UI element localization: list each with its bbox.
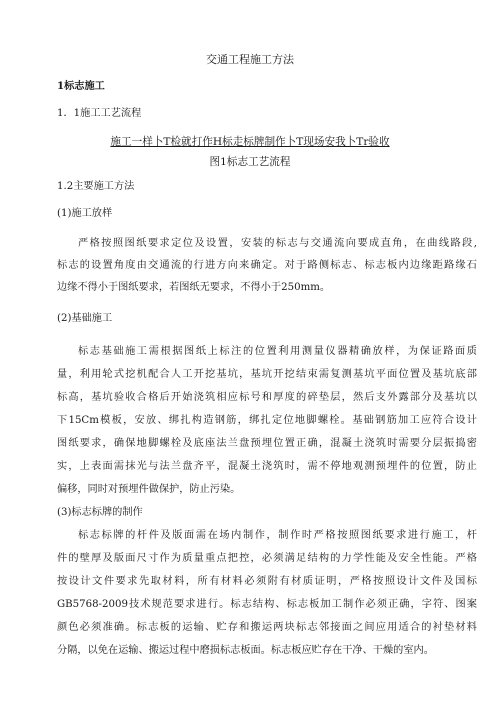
paragraph-line: 颜色必须准确。标志板的运输、贮存和搬运两块标志邻接面之间应用适合的衬垫材料 [57, 622, 477, 633]
paragraph-line: 下15Cm模板，安放、绑扎构造钢筋，绑扎定位地脚螺栓。基础钢筋加工应符合设计 [57, 415, 477, 426]
paragraph-line: 严格按照图纸要求定位及设置，安装的标志与交通流向要成直角，在曲线路段, [78, 238, 477, 249]
paragraph-line: 标志的设置角度由交通流的行进方向来确定。对于路侧标志、标志板内边缘距路缘石 [57, 260, 477, 271]
paragraph-line: GB5768-2009技术规范要求进行。标志结构、标志板加工制作必须正确，字符、图案 [57, 599, 477, 610]
paragraph-line: 边缘不得小于图纸要求，若图纸无要求，不得小于250mm。 [57, 282, 331, 293]
process-flow-text: 施工一样卜T检就打作H标走标牌制作卜T现场安我卜Tr验收 [110, 136, 390, 148]
subsection-heading-1-1: 1．1施工工艺流程 [57, 108, 142, 119]
figure-caption: 图1标志工艺流程 [209, 156, 291, 168]
paragraph-line: 图纸要求，确保地脚螺栓及底座法兰盘预埋位置正确，混凝土浇筑时需要分层振捣密 [57, 438, 477, 449]
paragraph-line: 偏移，同时对预埋件做保护，防止污染。 [57, 484, 241, 495]
paragraph-line: 分隔，以免在运输、搬运过程中磨损标志板面。标志板应贮存在干净、干燥的室内。 [57, 645, 434, 656]
page-title: 交通工程施工方法 [206, 53, 294, 66]
item-heading-1: (1)施工放样 [57, 208, 113, 219]
paragraph-line: 标高，基坑验收合格后开始浇筑相应标号和厚度的碎垫层，然后支外露部分及基坑以 [57, 392, 477, 403]
section-heading-1: 1标志施工 [57, 80, 105, 92]
paragraph-line: 按设计文件要求先取材料，所有材料必须附有材质证明，严格按照设计文件及国标 [57, 576, 477, 587]
paragraph-line: 标志标牌的杆件及版面需在场内制作，制作时严格按照图纸要求进行施工，杆 [78, 530, 477, 541]
item-heading-3: (3)标志标牌的制作 [57, 507, 143, 518]
paragraph-line: 标志基础施工需根据图纸上标注的位置利用测量仪器精确放样，为保证路面质 [78, 346, 477, 357]
paragraph-line: 实，上表面需抹光与法兰盘齐平，混凝土浇筑时，需不停地观测预埋件的位置，防止 [57, 461, 477, 472]
paragraph-line: 件的壁厚及版面尺寸作为质量重点把控，必须满足结构的力学性能及安全性能。严格 [57, 553, 477, 564]
paragraph-line: 量，利用轮式挖机配合人工开挖基坑，基坑开挖结束需复测基坑平面位置及基坑底部 [57, 369, 477, 380]
item-heading-2: (2)基础施工 [57, 313, 113, 324]
subsection-heading-1-2: 1.2主要施工方法 [57, 181, 135, 192]
